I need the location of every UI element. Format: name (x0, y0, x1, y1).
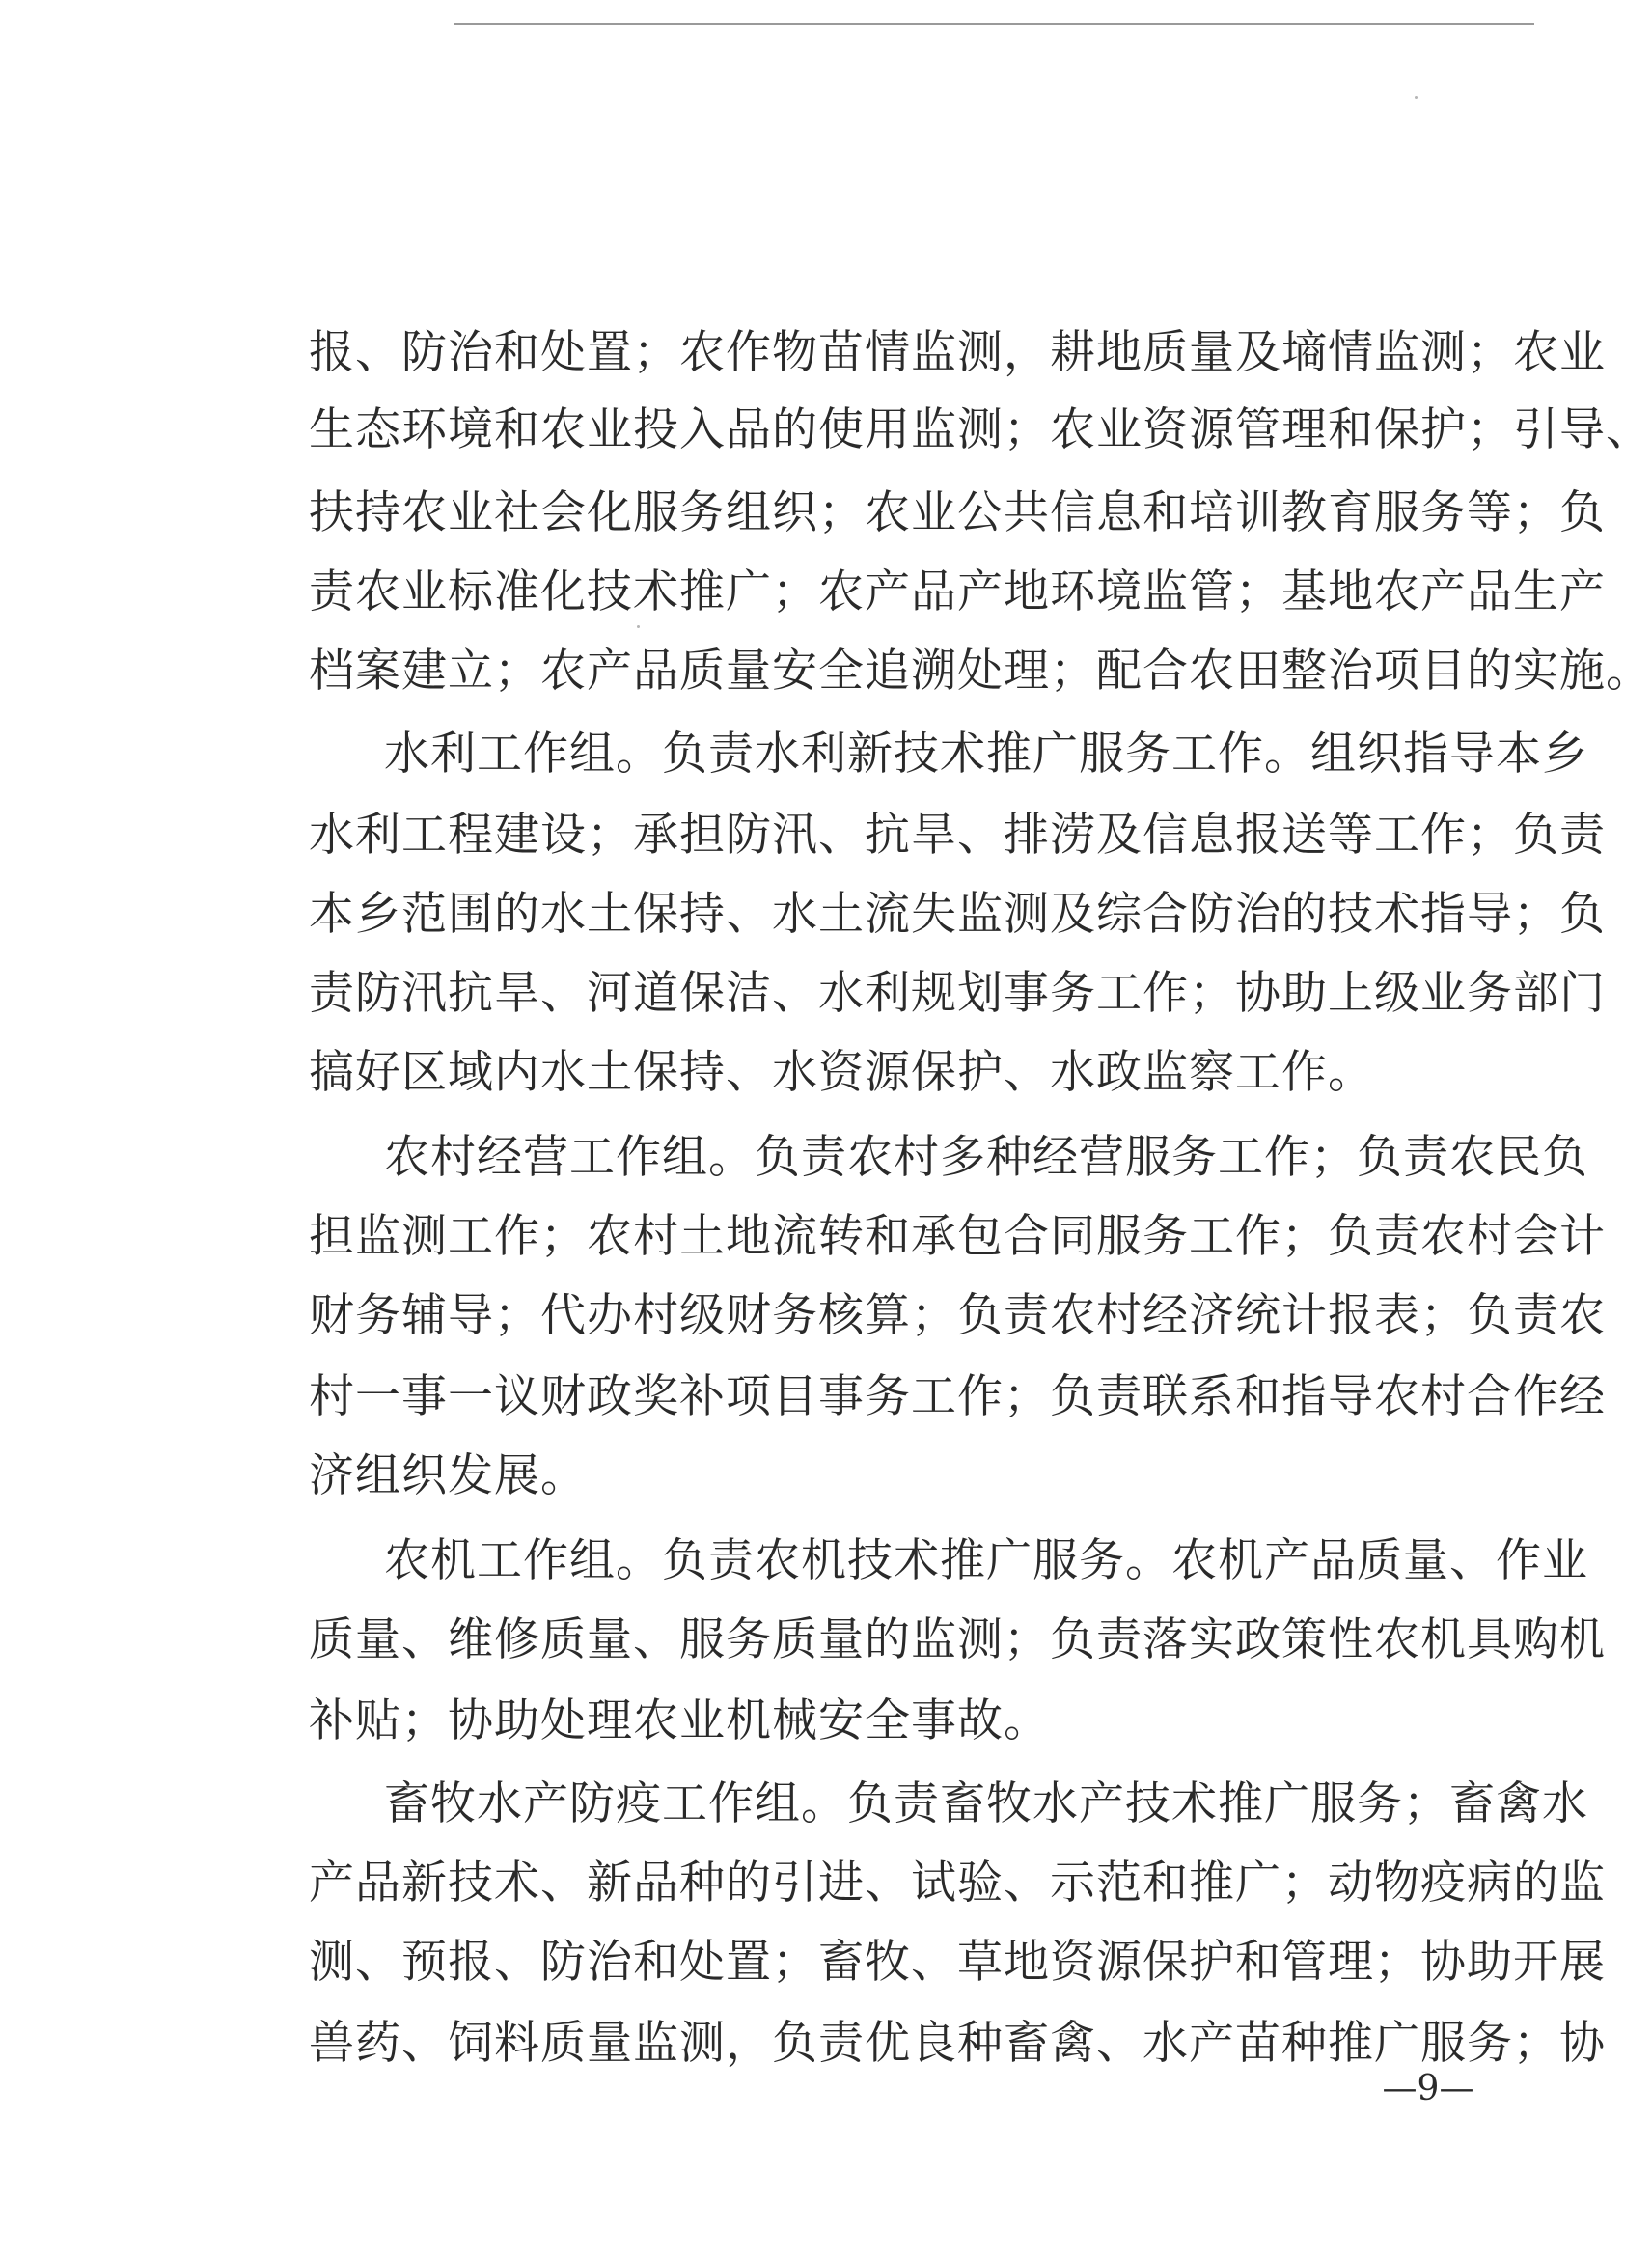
text-line: 村一事一议财政奖补项目事务工作；负责联系和指导农村合作经 (309, 1370, 1606, 1423)
text-line: 生态环境和农业投入品的使用监测；农业资源管理和保护；引导、 (309, 403, 1652, 456)
paragraph-start-line: 畜牧水产防疫工作组。负责畜牧水产技术推广服务；畜禽水 (384, 1777, 1588, 1830)
text-line: 扶持农业社会化服务组织；农业公共信息和培训教育服务等；负 (309, 486, 1606, 539)
top-rule (454, 23, 1534, 25)
text-line: 本乡范围的水土保持、水土流失监测及综合防治的技术指导；负 (309, 888, 1606, 941)
text-line: 兽药、饲料质量监测，负责优良种畜禽、水产苗种推广服务；协 (309, 2017, 1606, 2070)
text-line: 水利工程建设；承担防汛、抗旱、排涝及信息报送等工作；负责 (309, 809, 1606, 862)
text-line: 搞好区域内水土保持、水资源保护、水政监察工作。 (309, 1046, 1374, 1099)
text-line: 济组织发展。 (309, 1449, 587, 1502)
scan-speck (1415, 96, 1418, 99)
text-line: 产品新技术、新品种的引进、试验、示范和推广；动物疫病的监 (309, 1857, 1606, 1910)
text-line: 报、防治和处置；农作物苗情监测，耕地质量及墒情监测；农业 (309, 326, 1606, 379)
scan-speck (637, 625, 640, 628)
text-line: 财务辅导；代办村级财务核算；负责农村经济统计报表；负责农 (309, 1289, 1606, 1342)
text-line: 档案建立；农产品质量安全追溯处理；配合农田整治项目的实施。 (309, 645, 1652, 698)
text-line: 责农业标准化技术推广；农产品产地环境监管；基地农产品生产 (309, 565, 1606, 619)
text-line: 责防汛抗旱、河道保洁、水利规划事务工作；协助上级业务部门 (309, 967, 1606, 1020)
text-line: 担监测工作；农村土地流转和承包合同服务工作；负责农村会计 (309, 1210, 1606, 1263)
paragraph-start-line: 水利工作组。负责水利新技术推广服务工作。组织指导本乡 (384, 728, 1588, 781)
text-line: 测、预报、防治和处置；畜牧、草地资源保护和管理；协助开展 (309, 1936, 1606, 1989)
paragraph-start-line: 农机工作组。负责农机技术推广服务。农机产品质量、作业 (384, 1534, 1588, 1587)
page-number: —9— (1382, 2069, 1474, 2108)
paragraph-start-line: 农村经营工作组。负责农村多种经营服务工作；负责农民负 (384, 1131, 1588, 1184)
text-line: 质量、维修质量、服务质量的监测；负责落实政策性农机具购机 (309, 1613, 1606, 1666)
text-line: 补贴；协助处理农业机械安全事故。 (309, 1694, 1050, 1747)
